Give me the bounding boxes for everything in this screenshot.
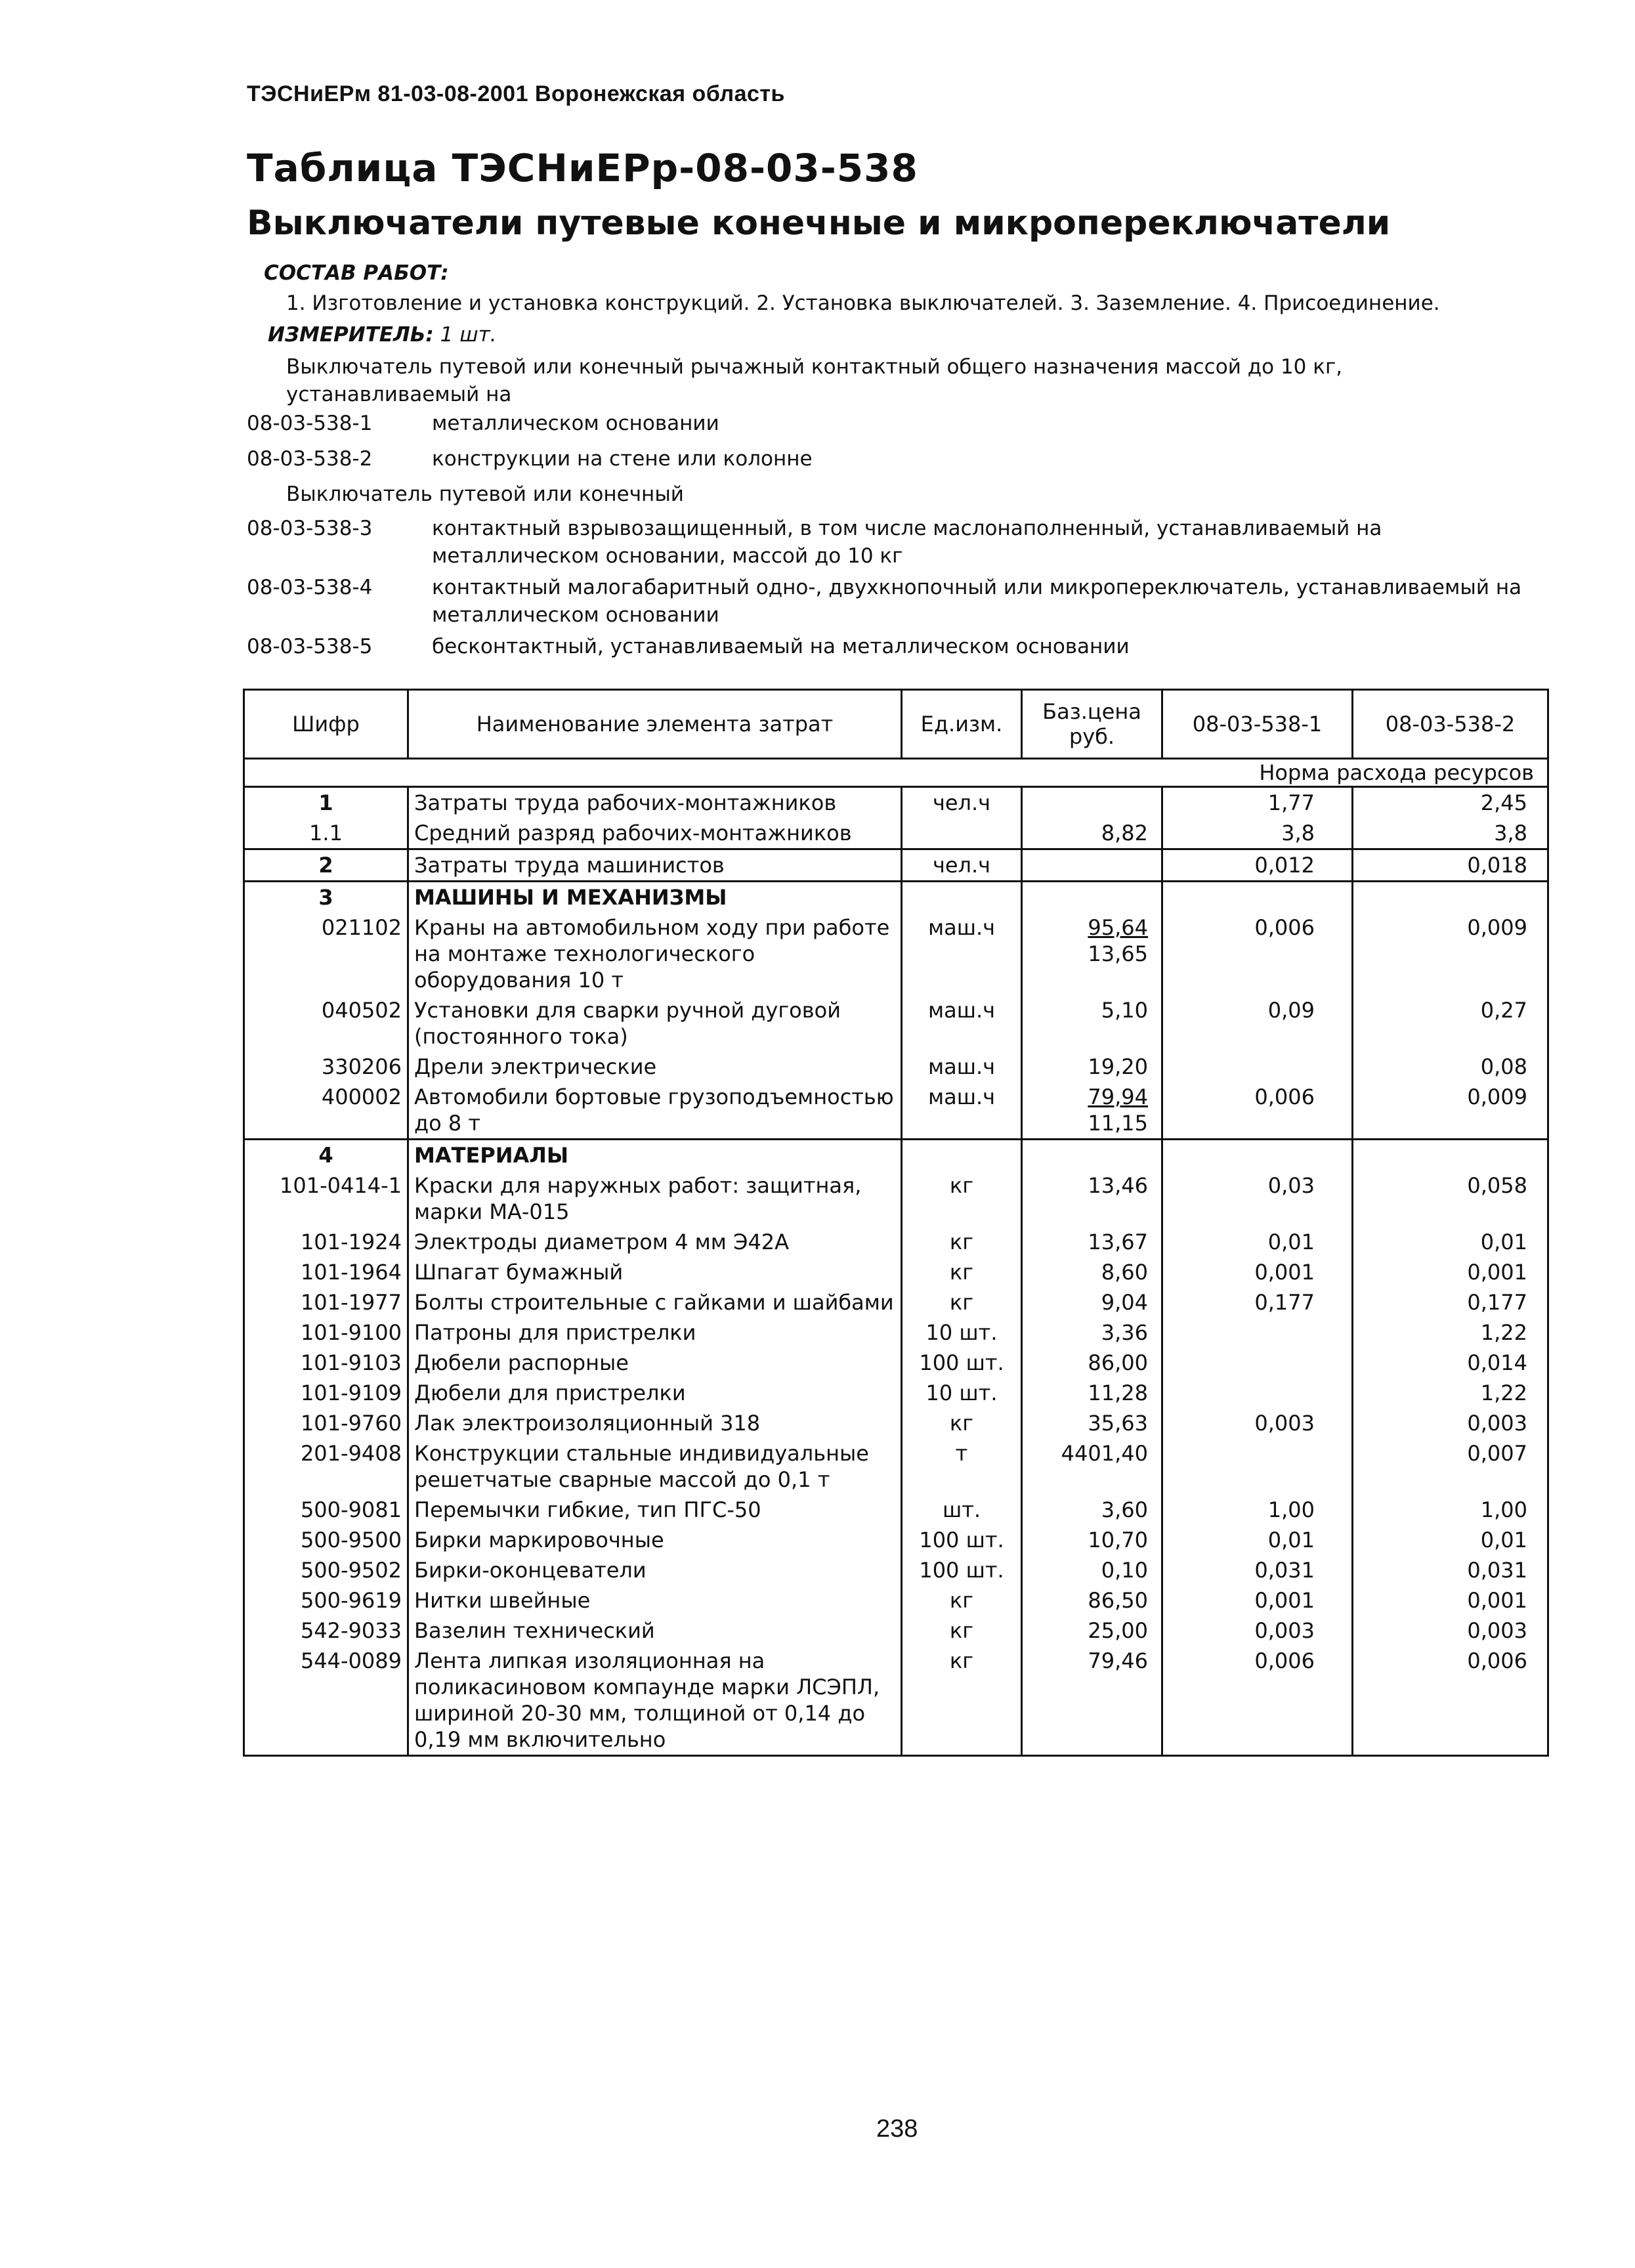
work-composition-text: 1. Изготовление и установка конструкций. 2. Установка выключателей. 3. Заземление. 4. Присоединение.: [286, 291, 1440, 315]
row-unit: 100 шт.: [902, 1525, 1022, 1555]
row-price: [1022, 1408, 1162, 1438]
row-norm-1: [1162, 1348, 1353, 1378]
row-price: [1022, 1082, 1162, 1140]
table-header-row: [244, 690, 1548, 759]
price-value: 95,64: [1088, 915, 1148, 940]
table-row: [244, 1287, 1548, 1317]
row-code: 040502: [244, 995, 408, 1052]
table-row: [244, 1082, 1548, 1140]
row-name: МАТЕРИАЛЫ: [408, 1140, 902, 1171]
norm-item-desc: металлическом основании: [432, 412, 719, 435]
table-name-title: Выключатели путевые конечные и микропереключатели: [247, 203, 1391, 243]
row-norm-1: 0,031: [1162, 1555, 1353, 1585]
row-name: Автомобили бортовые грузоподъемностью до 8 т: [408, 1082, 902, 1140]
row-norm-2: 0,01: [1353, 1525, 1548, 1555]
price-value: 8,60: [1101, 1260, 1148, 1285]
row-norm-2: 3,8: [1353, 818, 1548, 849]
header-code: Шифр: [244, 690, 408, 759]
price-value: 19,20: [1088, 1054, 1148, 1079]
row-code: 101-1964: [244, 1257, 408, 1287]
row-code: 101-1924: [244, 1227, 408, 1257]
row-unit: 10 шт.: [902, 1317, 1022, 1348]
row-price: [1022, 1646, 1162, 1756]
row-unit: кг: [902, 1585, 1022, 1615]
row-norm-2: 1,22: [1353, 1317, 1548, 1348]
row-norm-1: [1162, 1052, 1353, 1082]
row-price: [1022, 849, 1162, 882]
row-norm-2: 0,006: [1353, 1646, 1548, 1756]
row-name: Затраты труда машинистов: [408, 849, 902, 882]
row-norm-1: 0,012: [1162, 849, 1353, 882]
table-row: [244, 1170, 1548, 1227]
row-name: Дюбели для пристрелки: [408, 1378, 902, 1408]
norm-item-code: 08-03-538-1: [247, 412, 373, 435]
table-row: [244, 1615, 1548, 1646]
row-norm-2: 0,031: [1353, 1555, 1548, 1585]
table-number-title: Таблица ТЭСНиЕРр-08-03-538: [247, 146, 918, 190]
row-norm-2: [1353, 882, 1548, 913]
norm-item-desc: конструкции на стене или колонне: [432, 447, 813, 471]
row-name: Затраты труда рабочих-монтажников: [408, 787, 902, 819]
table-row: [244, 1495, 1548, 1525]
norm-item-desc: контактный взрывозащищенный, в том числе маслонаполненный, устанавливаемый на металлическом основании, массой до 10 кг: [432, 517, 1382, 568]
price-secondary-value: 11,15: [1088, 1111, 1148, 1136]
price-value: 13,46: [1088, 1173, 1148, 1198]
row-code: 542-9033: [244, 1615, 408, 1646]
row-price: [1022, 995, 1162, 1052]
row-code: 3: [244, 882, 408, 913]
row-code: 400002: [244, 1082, 408, 1140]
measure-value: 1 шт.: [440, 323, 497, 347]
header-norm-1: 08-03-538-1: [1162, 690, 1353, 759]
row-norm-2: 0,177: [1353, 1287, 1548, 1317]
row-norm-2: 0,009: [1353, 1082, 1548, 1140]
row-name: Электроды диаметром 4 мм Э42А: [408, 1227, 902, 1257]
row-norm-1: 0,001: [1162, 1257, 1353, 1287]
resources-table: [243, 689, 1549, 1757]
row-norm-2: 0,001: [1353, 1585, 1548, 1615]
norm-item-desc: бесконтактный, устанавливаемый на металлическом основании: [432, 635, 1130, 658]
row-code: 101-9100: [244, 1317, 408, 1348]
price-value: 86,00: [1088, 1350, 1148, 1375]
row-price: [1022, 1348, 1162, 1378]
row-name: МАШИНЫ И МЕХАНИЗМЫ: [408, 882, 902, 913]
row-unit: 10 шт.: [902, 1378, 1022, 1408]
table-row: [244, 1257, 1548, 1287]
row-norm-1: [1162, 1378, 1353, 1408]
row-norm-1: 3,8: [1162, 818, 1353, 849]
row-code: 101-0414-1: [244, 1170, 408, 1227]
row-unit: кг: [902, 1287, 1022, 1317]
table-row: [244, 882, 1548, 913]
row-norm-1: [1162, 1438, 1353, 1495]
header-unit: Ед.изм.: [902, 690, 1022, 759]
row-norm-1: 0,03: [1162, 1170, 1353, 1227]
table-row: [244, 1585, 1548, 1615]
row-code: 101-1977: [244, 1287, 408, 1317]
row-code: 101-9109: [244, 1378, 408, 1408]
row-price: [1022, 1052, 1162, 1082]
row-norm-1: [1162, 1140, 1353, 1171]
row-price: [1022, 1317, 1162, 1348]
price-value: 3,36: [1101, 1320, 1148, 1345]
table-row: [244, 849, 1548, 882]
table-row: [244, 912, 1548, 995]
norm-item-desc: контактный малогабаритный одно-, двухкнопочный или микропереключатель, устанавливаемый на металлическом основании: [432, 576, 1522, 627]
row-unit: чел.ч: [902, 849, 1022, 882]
row-norm-2: 0,003: [1353, 1408, 1548, 1438]
row-unit: кг: [902, 1615, 1022, 1646]
row-name: Дрели электрические: [408, 1052, 902, 1082]
row-norm-2: 0,27: [1353, 995, 1548, 1052]
price-value: 5,10: [1101, 998, 1148, 1023]
row-code: 330206: [244, 1052, 408, 1082]
row-name: Бирки маркировочные: [408, 1525, 902, 1555]
row-norm-1: 0,001: [1162, 1585, 1353, 1615]
intro-text-1: Выключатель путевой или конечный рычажный контактный общего назначения массой до 10 кг, устанавливаемый на: [286, 355, 1343, 406]
row-norm-1: 0,177: [1162, 1287, 1353, 1317]
row-norm-2: 1,00: [1353, 1495, 1548, 1525]
price-value: 9,04: [1101, 1290, 1148, 1315]
row-unit: 100 шт.: [902, 1348, 1022, 1378]
row-price: [1022, 1495, 1162, 1525]
row-norm-2: 0,009: [1353, 912, 1548, 995]
row-norm-2: 0,08: [1353, 1052, 1548, 1082]
document-code-header: ТЭСНиЕРм 81-03-08-2001 Воронежская область: [247, 81, 785, 106]
row-norm-2: 0,018: [1353, 849, 1548, 882]
row-code: 4: [244, 1140, 408, 1171]
norm-label: Норма расхода ресурсов: [244, 759, 1548, 787]
row-norm-1: 0,003: [1162, 1615, 1353, 1646]
table-row: [244, 1646, 1548, 1756]
row-price: [1022, 1438, 1162, 1495]
row-norm-1: 0,01: [1162, 1227, 1353, 1257]
table-row: [244, 1378, 1548, 1408]
page-number: 238: [876, 2115, 918, 2143]
row-name: Средний разряд рабочих-монтажников: [408, 818, 902, 849]
row-norm-1: [1162, 1317, 1353, 1348]
table-body: [244, 787, 1548, 1756]
price-value: 86,50: [1088, 1588, 1148, 1613]
table-row: [244, 1555, 1548, 1585]
table-row: [244, 1317, 1548, 1348]
work-composition-heading: СОСТАВ РАБОТ:: [264, 261, 449, 285]
row-norm-2: 0,007: [1353, 1438, 1548, 1495]
row-code: 500-9619: [244, 1585, 408, 1615]
row-price: [1022, 1257, 1162, 1287]
row-price: [1022, 882, 1162, 913]
row-price: [1022, 818, 1162, 849]
table-row: [244, 1348, 1548, 1378]
row-code: 500-9502: [244, 1555, 408, 1585]
row-unit: кг: [902, 1170, 1022, 1227]
row-norm-1: 1,77: [1162, 787, 1353, 819]
price-value: 79,94: [1088, 1084, 1148, 1109]
row-name: Шпагат бумажный: [408, 1257, 902, 1287]
norm-item-code: 08-03-538-5: [247, 635, 373, 658]
row-code: 544-0089: [244, 1646, 408, 1756]
price-value: 4401,40: [1061, 1441, 1148, 1466]
row-unit: маш.ч: [902, 912, 1022, 995]
row-name: Патроны для пристрелки: [408, 1317, 902, 1348]
row-unit: [902, 882, 1022, 913]
price-value: 35,63: [1088, 1411, 1148, 1436]
price-secondary-value: 13,65: [1088, 941, 1148, 966]
row-code: 101-9103: [244, 1348, 408, 1378]
measure-line: [268, 323, 496, 347]
row-price: [1022, 1615, 1162, 1646]
price-value: 10,70: [1088, 1528, 1148, 1552]
row-code: 500-9500: [244, 1525, 408, 1555]
row-norm-2: 2,45: [1353, 787, 1548, 819]
row-price: [1022, 1585, 1162, 1615]
row-norm-2: [1353, 1140, 1548, 1171]
row-price: [1022, 787, 1162, 819]
row-norm-2: 0,001: [1353, 1257, 1548, 1287]
row-unit: [902, 1140, 1022, 1171]
row-norm-2: 0,058: [1353, 1170, 1548, 1227]
row-code: 101-9760: [244, 1408, 408, 1438]
row-name: Бирки-оконцеватели: [408, 1555, 902, 1585]
table-row: [244, 1140, 1548, 1171]
header-name: Наименование элемента затрат: [408, 690, 902, 759]
table-row: [244, 1227, 1548, 1257]
intro-text-2: Выключатель путевой или конечный: [286, 482, 684, 506]
row-name: Болты строительные с гайками и шайбами: [408, 1287, 902, 1317]
row-unit: кг: [902, 1257, 1022, 1287]
row-code: 1.1: [244, 818, 408, 849]
table-row: [244, 1408, 1548, 1438]
price-value: 8,82: [1101, 821, 1148, 845]
row-norm-1: [1162, 882, 1353, 913]
row-name: Установки для сварки ручной дуговой (постоянного тока): [408, 995, 902, 1052]
row-unit: маш.ч: [902, 995, 1022, 1052]
row-code: 021102: [244, 912, 408, 995]
row-code: 2: [244, 849, 408, 882]
row-code: 1: [244, 787, 408, 819]
row-code: 201-9408: [244, 1438, 408, 1495]
row-norm-1: 0,01: [1162, 1525, 1353, 1555]
row-unit: т: [902, 1438, 1022, 1495]
row-price: [1022, 1227, 1162, 1257]
row-norm-1: 0,09: [1162, 995, 1353, 1052]
row-price: [1022, 1170, 1162, 1227]
price-value: 0,10: [1101, 1558, 1148, 1583]
norm-label-row: [244, 759, 1548, 787]
row-name: Лак электроизоляционный 318: [408, 1408, 902, 1438]
row-unit: чел.ч: [902, 787, 1022, 819]
table-row: [244, 1525, 1548, 1555]
norm-item-code: 08-03-538-2: [247, 447, 373, 471]
price-value: 13,67: [1088, 1230, 1148, 1254]
measure-label: ИЗМЕРИТЕЛЬ:: [268, 323, 434, 347]
row-norm-1: 0,006: [1162, 912, 1353, 995]
header-norm-2: 08-03-538-2: [1353, 690, 1548, 759]
row-norm-2: 0,003: [1353, 1615, 1548, 1646]
price-value: 11,28: [1088, 1380, 1148, 1405]
row-unit: [902, 818, 1022, 849]
row-norm-2: 0,01: [1353, 1227, 1548, 1257]
table-row: [244, 1052, 1548, 1082]
row-name: Дюбели распорные: [408, 1348, 902, 1378]
row-price: [1022, 1287, 1162, 1317]
row-price: [1022, 1378, 1162, 1408]
price-value: 3,60: [1101, 1497, 1148, 1522]
row-norm-1: 0,006: [1162, 1646, 1353, 1756]
row-price: [1022, 1525, 1162, 1555]
row-name: Вазелин технический: [408, 1615, 902, 1646]
row-name: Лента липкая изоляционная на поликасиновом компаунде марки ЛСЭПЛ, шириной 20-30 мм, толщиной от 0,14 до 0,19 мм включительно: [408, 1646, 902, 1756]
row-norm-1: 0,003: [1162, 1408, 1353, 1438]
row-unit: маш.ч: [902, 1082, 1022, 1140]
price-value: 25,00: [1088, 1618, 1148, 1643]
row-unit: кг: [902, 1646, 1022, 1756]
row-price: [1022, 1140, 1162, 1171]
row-norm-1: 0,006: [1162, 1082, 1353, 1140]
price-value: 79,46: [1088, 1648, 1148, 1673]
header-price: Баз.цена руб.: [1022, 690, 1162, 759]
row-code: 500-9081: [244, 1495, 408, 1525]
row-price: [1022, 1555, 1162, 1585]
norm-item-code: 08-03-538-4: [247, 576, 373, 599]
row-name: Краски для наружных работ: защитная, марки МА-015: [408, 1170, 902, 1227]
row-name: Перемычки гибкие, тип ПГС-50: [408, 1495, 902, 1525]
row-unit: кг: [902, 1227, 1022, 1257]
table-row: [244, 995, 1548, 1052]
row-price: [1022, 912, 1162, 995]
table-row: [244, 787, 1548, 819]
row-norm-2: 1,22: [1353, 1378, 1548, 1408]
row-name: Конструкции стальные индивидуальные решетчатые сварные массой до 0,1 т: [408, 1438, 902, 1495]
row-norm-2: 0,014: [1353, 1348, 1548, 1378]
row-norm-1: 1,00: [1162, 1495, 1353, 1525]
row-unit: кг: [902, 1408, 1022, 1438]
table-row: [244, 818, 1548, 849]
row-unit: 100 шт.: [902, 1555, 1022, 1585]
row-unit: маш.ч: [902, 1052, 1022, 1082]
row-unit: шт.: [902, 1495, 1022, 1525]
row-name: Нитки швейные: [408, 1585, 902, 1615]
norm-item-code: 08-03-538-3: [247, 517, 373, 540]
table-row: [244, 1438, 1548, 1495]
row-name: Краны на автомобильном ходу при работе на монтаже технологического оборудования 10 т: [408, 912, 902, 995]
